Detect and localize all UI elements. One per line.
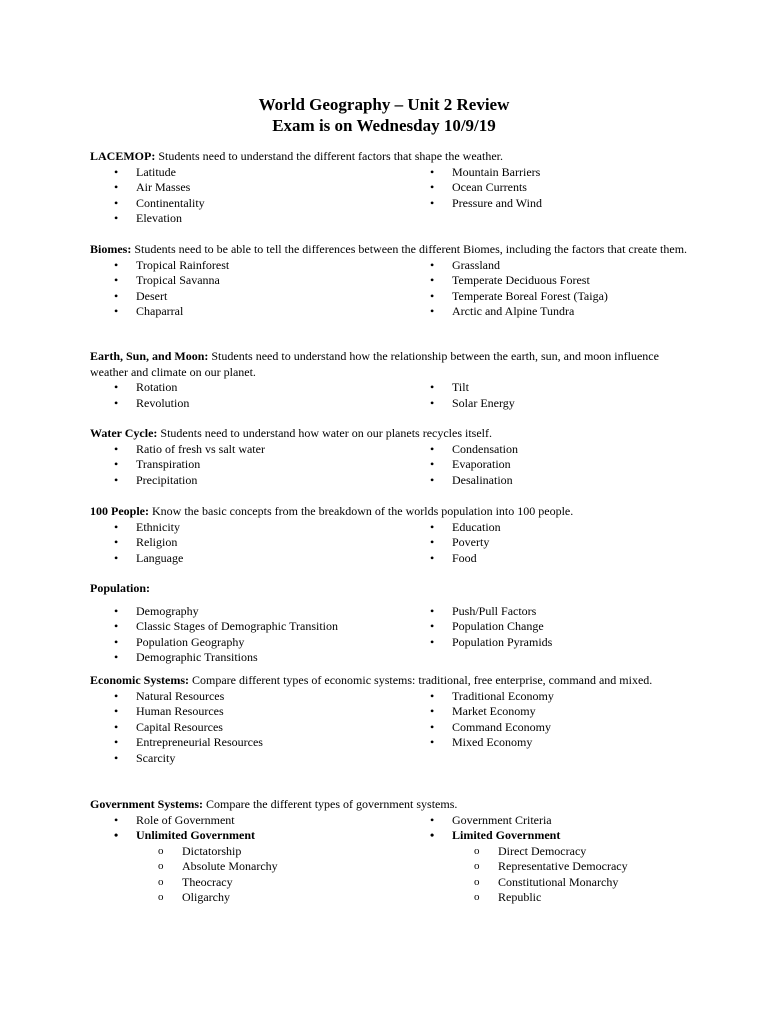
left-bullet-list [112, 604, 412, 666]
right-bullet-list [428, 165, 690, 212]
bullet-icon: • [430, 535, 435, 549]
sub-bullet-icon: o [474, 860, 480, 872]
sub-list-item: o Republic [474, 890, 542, 904]
right-bullet-list [428, 604, 690, 651]
bullet-icon: • [114, 395, 119, 410]
bullet-icon: • [114, 180, 119, 194]
list-item: • Desert [114, 288, 168, 303]
list-item: • Government Criteria [430, 812, 552, 827]
left-bullet-list [112, 689, 412, 767]
section-heading: Water Cycle: [90, 426, 158, 440]
list-item: • Limited Government [430, 828, 561, 842]
list-item: • Scarcity [114, 750, 176, 765]
sub-bullet-icon: o [474, 875, 480, 888]
bullet-icon: • [430, 688, 435, 703]
right-bullet-list [428, 689, 690, 751]
bullet-icon: • [430, 273, 435, 287]
right-bullet-list [428, 258, 690, 320]
list-item: • Rotation [114, 380, 178, 394]
list-item: • Mixed Economy [430, 735, 533, 749]
section-biomes [90, 242, 690, 318]
list-item: • Air Masses [114, 180, 191, 194]
list-item: • Chaparral [114, 304, 184, 318]
section-economic-systems [90, 673, 690, 765]
right-bullet-list [428, 442, 690, 489]
list-item: • Condensation [430, 441, 518, 456]
list-item: • Demography [114, 603, 199, 618]
left-bullet-list [112, 380, 412, 411]
left-bullet-list [112, 520, 412, 567]
bullet-icon: • [114, 273, 119, 287]
sub-list-item: o Constitutional Monarchy [474, 874, 619, 889]
left-bullet-list [112, 442, 412, 489]
section-government-systems [90, 797, 690, 904]
section-heading: Biomes: [90, 242, 132, 256]
list-item: • Mountain Barriers [430, 164, 541, 179]
right-bullet-list [428, 380, 690, 411]
list-item: • Population Geography [114, 634, 245, 649]
list-item: • Population Pyramids [430, 634, 553, 649]
bullet-icon: • [114, 619, 119, 633]
list-item: • Desalination [430, 472, 513, 487]
section-lacemop [90, 149, 690, 225]
bullet-icon: • [114, 750, 119, 765]
sub-bullet-icon: o [158, 860, 164, 872]
sub-bullet-icon: o [474, 891, 480, 903]
bullet-icon: • [430, 257, 435, 272]
section-heading: Economic Systems: [90, 673, 189, 687]
bullet-icon: • [430, 288, 435, 303]
list-item: • Food [430, 550, 477, 565]
bullet-icon: • [114, 288, 119, 303]
bullet-icon: • [114, 719, 119, 734]
list-item: • Push/Pull Factors [430, 603, 537, 618]
list-item: • Revolution [114, 395, 190, 410]
list-item: • Education [430, 519, 501, 534]
sub-list-item: o Oligarchy [158, 890, 230, 904]
list-item: • Religion [114, 535, 178, 549]
bullet-icon: • [430, 812, 435, 827]
bullet-icon: • [430, 704, 435, 718]
bullet-icon: • [114, 650, 119, 664]
list-item: • Language [114, 550, 184, 565]
section-description: Students need to understand how the relationship between the earth, sun, and moon influence weather and climate on our planet. [90, 349, 659, 379]
list-item: • Ethnicity [114, 519, 180, 534]
list-item: • Traditional Economy [430, 688, 554, 703]
sub-list-item: o Direct Democracy [474, 843, 587, 858]
list-item: • Elevation [114, 211, 182, 225]
bullet-icon: • [430, 735, 435, 749]
section-description: Compare different types of economic systems: traditional, free enterprise, command and mixed. [192, 673, 653, 687]
sub-bullet-icon: o [158, 891, 164, 903]
sub-list-item: o Dictatorship [158, 843, 242, 858]
left-bullet-list [112, 258, 412, 320]
list-item: • Tilt [430, 380, 469, 394]
bullet-icon: • [114, 634, 119, 649]
right-bullet-list [428, 813, 690, 906]
list-item: • Latitude [114, 164, 176, 179]
sub-bullet-icon: o [158, 844, 164, 857]
section-heading: Population: [90, 581, 151, 595]
bullet-icon: • [114, 164, 119, 179]
section-description: Students need to understand how water on our planets recycles itself. [160, 426, 492, 440]
list-item: • Capital Resources [114, 719, 223, 734]
bullet-icon: • [114, 257, 119, 272]
list-item: • Ratio of fresh vs salt water [114, 441, 265, 456]
section-water-cycle [90, 426, 690, 487]
section-description: Students need to be able to tell the differences between the different Biomes, including the factors that create them. [134, 242, 688, 256]
list-item: • Ocean Currents [430, 180, 527, 194]
list-item: • Transpiration [114, 457, 201, 471]
list-item: • Entrepreneurial Resources [114, 735, 263, 749]
document-title [0, 94, 768, 136]
section-description: Know the basic concepts from the breakdown of the worlds population into 100 people. [152, 504, 574, 518]
bullet-icon: • [114, 211, 119, 225]
bullet-icon: • [114, 550, 119, 565]
list-item: • Natural Resources [114, 688, 225, 703]
right-bullet-list [428, 520, 690, 567]
bullet-icon: • [114, 457, 119, 471]
left-bullet-list [112, 165, 412, 227]
bullet-icon: • [430, 603, 435, 618]
section-heading: Earth, Sun, and Moon: [90, 349, 209, 363]
bullet-icon: • [114, 380, 119, 394]
sub-list-item: o Theocracy [158, 874, 233, 889]
sub-bullet-icon: o [158, 875, 164, 888]
bullet-icon: • [430, 619, 435, 633]
list-item: • Tropical Rainforest [114, 257, 230, 272]
bullet-icon: • [430, 164, 435, 179]
bullet-icon: • [430, 195, 435, 210]
section-population [90, 581, 690, 664]
section-heading: Government Systems: [90, 797, 203, 811]
list-item: • Pressure and Wind [430, 195, 542, 210]
bullet-icon: • [430, 634, 435, 649]
sub-bullet-icon: o [474, 844, 480, 857]
bullet-icon: • [114, 441, 119, 456]
bullet-icon: • [430, 180, 435, 194]
section-heading: 100 People: [90, 504, 149, 518]
list-item: • Tropical Savanna [114, 273, 220, 287]
list-item: • Demographic Transitions [114, 650, 258, 664]
sub-list-item: o Absolute Monarchy [158, 859, 278, 873]
list-item: • Evaporation [430, 457, 511, 471]
list-item: • Population Change [430, 619, 544, 633]
section-heading: LACEMOP: [90, 149, 156, 163]
list-item: • Arctic and Alpine Tundra [430, 304, 575, 318]
list-item: • Market Economy [430, 704, 536, 718]
bullet-icon: • [430, 472, 435, 487]
section-description: Students need to understand the different factors that shape the weather. [158, 149, 503, 163]
list-item: • Continentality [114, 195, 205, 210]
bullet-icon: • [114, 812, 119, 827]
bullet-icon: • [430, 828, 435, 842]
left-bullet-list [112, 813, 412, 906]
list-item: • Temperate Deciduous Forest [430, 273, 590, 287]
bullet-icon: • [114, 704, 119, 718]
list-item: • Solar Energy [430, 395, 515, 410]
list-item: • Unlimited Government [114, 828, 255, 842]
section-earth-sun-moon [90, 349, 690, 410]
bullet-icon: • [430, 441, 435, 456]
bullet-icon: • [430, 380, 435, 394]
list-item: • Poverty [430, 535, 490, 549]
bullet-icon: • [114, 519, 119, 534]
bullet-icon: • [430, 719, 435, 734]
list-item: • Role of Government [114, 812, 235, 827]
bullet-icon: • [114, 304, 119, 318]
list-item: • Grassland [430, 257, 500, 272]
bullet-icon: • [114, 688, 119, 703]
list-item: • Temperate Boreal Forest (Taiga) [430, 288, 608, 303]
bullet-icon: • [114, 603, 119, 618]
bullet-icon: • [430, 519, 435, 534]
title-line-1: World Geography – Unit 2 Review [258, 95, 510, 114]
list-item: • Precipitation [114, 472, 198, 487]
list-item: • Human Resources [114, 704, 224, 718]
bullet-icon: • [114, 735, 119, 749]
section-description: Compare the different types of government systems. [205, 797, 458, 811]
list-item: • Classic Stages of Demographic Transition [114, 619, 338, 633]
bullet-icon: • [430, 304, 435, 318]
bullet-icon: • [114, 828, 119, 842]
bullet-icon: • [114, 535, 119, 549]
title-line-2: Exam is on Wednesday 10/9/19 [272, 116, 496, 135]
bullet-icon: • [114, 472, 119, 487]
bullet-icon: • [430, 395, 435, 410]
bullet-icon: • [430, 457, 435, 471]
list-item: • Command Economy [430, 719, 551, 734]
section-100-people [90, 504, 690, 565]
bullet-icon: • [114, 195, 119, 210]
sub-list-item: o Representative Democracy [474, 859, 628, 873]
bullet-icon: • [430, 550, 435, 565]
